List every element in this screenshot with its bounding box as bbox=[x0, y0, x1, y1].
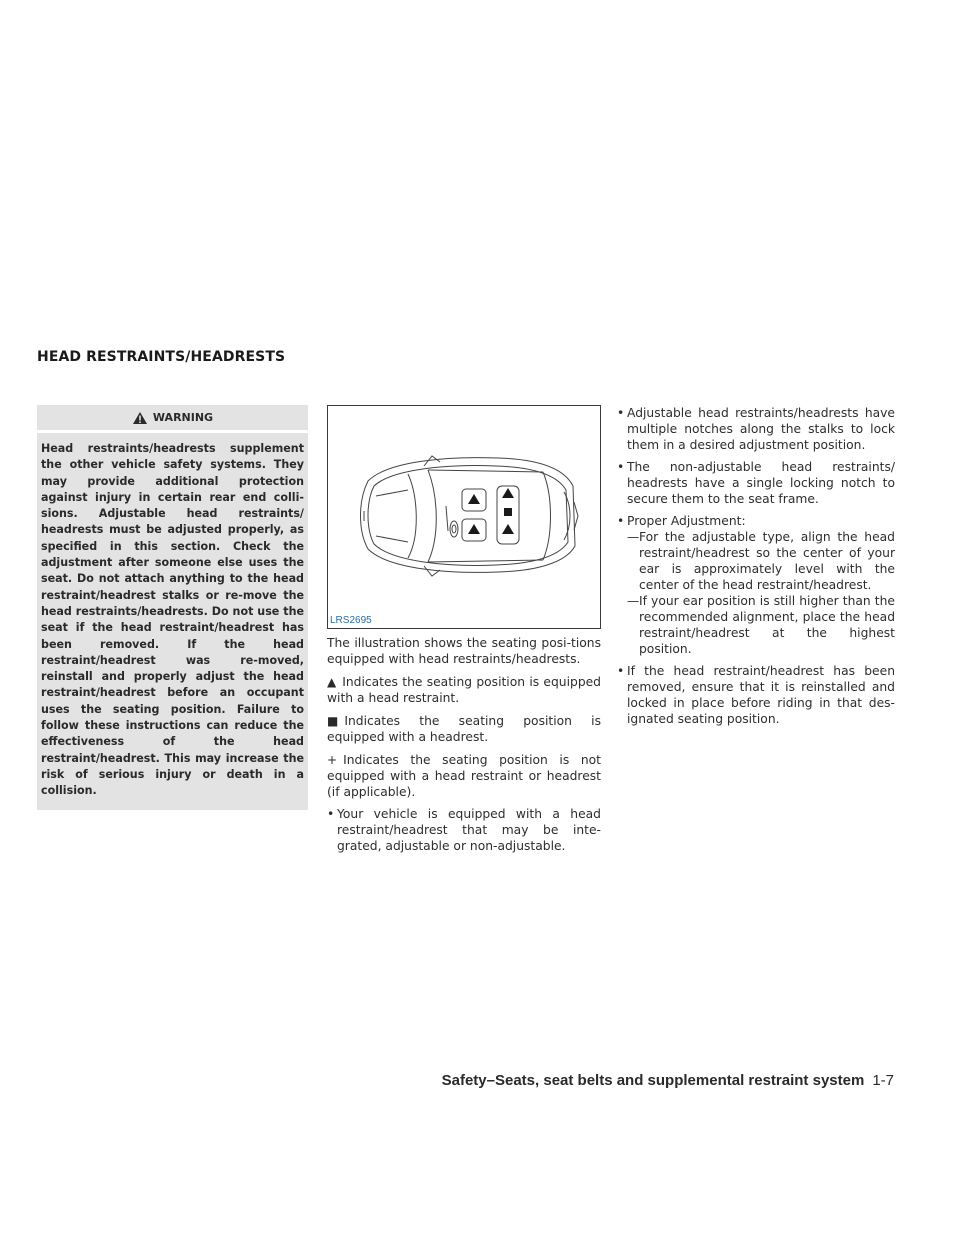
figure-code: LRS2695 bbox=[330, 615, 372, 626]
triangle-icon: ▲ bbox=[327, 675, 337, 689]
right-column bbox=[617, 405, 895, 727]
page-number: 1-7 bbox=[872, 1072, 894, 1089]
section-title: HEAD RESTRAINTS/HEADRESTS bbox=[37, 349, 286, 365]
legend-item-none: + Indicates the seating position is not equipped with a head restraint or headrest (if applicable). bbox=[327, 753, 601, 799]
headrest-marker-rear-center bbox=[504, 508, 512, 516]
list-item: • If the head restraint/headrest has been removed, ensure that it is reinstalled and locked in place before riding in that des-ignated seating position. bbox=[617, 664, 895, 726]
head-restraint-marker-front-left bbox=[468, 494, 480, 504]
page-footer bbox=[442, 1072, 894, 1089]
plus-icon: + bbox=[327, 753, 338, 767]
head-restraint-marker-rear-left bbox=[502, 488, 514, 498]
list-item: • Your vehicle is equipped with a head restraint/headrest that may be inte-grated, adjustable or non-adjustable. bbox=[327, 807, 601, 853]
illustration-intro: The illustration shows the seating posi-tions equipped with head restraints/headrests. bbox=[327, 636, 601, 666]
warning-box bbox=[37, 405, 308, 810]
seating-illustration bbox=[327, 405, 601, 629]
head-restraint-marker-rear-right bbox=[502, 524, 514, 534]
warning-text: Head restraints/headrests supplement the other vehicle safety systems. They may provide additional protection against injury in certain rear end colli-sions. Adjustable head restraints/ headrests must be adjusted properly, as specified in this section. Check the adjustment after someone else uses the seat. Do not attach anything to the head restraint/headrest stalks or re-move the head restraints/headrests. Do not use the seat if the head restraint/headrest has been removed. If the head restraint/headrest was re-moved, reinstall and properly adjust the head restraint/headrest before an occupant uses the seating position. Failure to follow these instructions can reduce the effectiveness of the head restraint/headrest. This may increase the risk of serious injury or death in a collision. bbox=[41, 442, 304, 798]
warning-title: WARNING bbox=[152, 411, 214, 424]
warning-header bbox=[37, 405, 308, 433]
middle-column bbox=[327, 635, 601, 854]
warning-icon bbox=[132, 411, 148, 425]
sub-list-item: — If your ear position is still higher than the recommended alignment, place the head restraint/headrest at the highest position. bbox=[627, 594, 895, 656]
list-item: • Proper Adjustment: — For the adjustable type, align the head restraint/headrest so the center of your ear is approximately level with the center of the head restraint/headrest. — If your ear position is still higher than the recommended alignment, place the head restraint/headrest at the highest position. bbox=[617, 514, 895, 656]
legend-item-headrest: ■ Indicates the seating position is equipped with a headrest. bbox=[327, 714, 601, 744]
list-item: • Adjustable head restraints/headrests have multiple notches along the stalks to lock them in a desired adjustment position. bbox=[617, 406, 895, 452]
sub-list-item: — For the adjustable type, align the head restraint/headrest so the center of your ear is approximately level with the center of the head restraint/headrest. bbox=[627, 530, 895, 592]
head-restraint-marker-front-right bbox=[468, 524, 480, 534]
square-icon: ■ bbox=[327, 714, 339, 728]
list-item: • The non-adjustable head restraints/ headrests have a single locking notch to secure them to the seat frame. bbox=[617, 460, 895, 506]
chapter-title: Safety–Seats, seat belts and supplemental restraint system bbox=[441, 1072, 865, 1089]
vehicle-top-view bbox=[328, 406, 600, 628]
legend-item-head-restraint: ▲ Indicates the seating position is equipped with a head restraint. bbox=[327, 675, 601, 705]
